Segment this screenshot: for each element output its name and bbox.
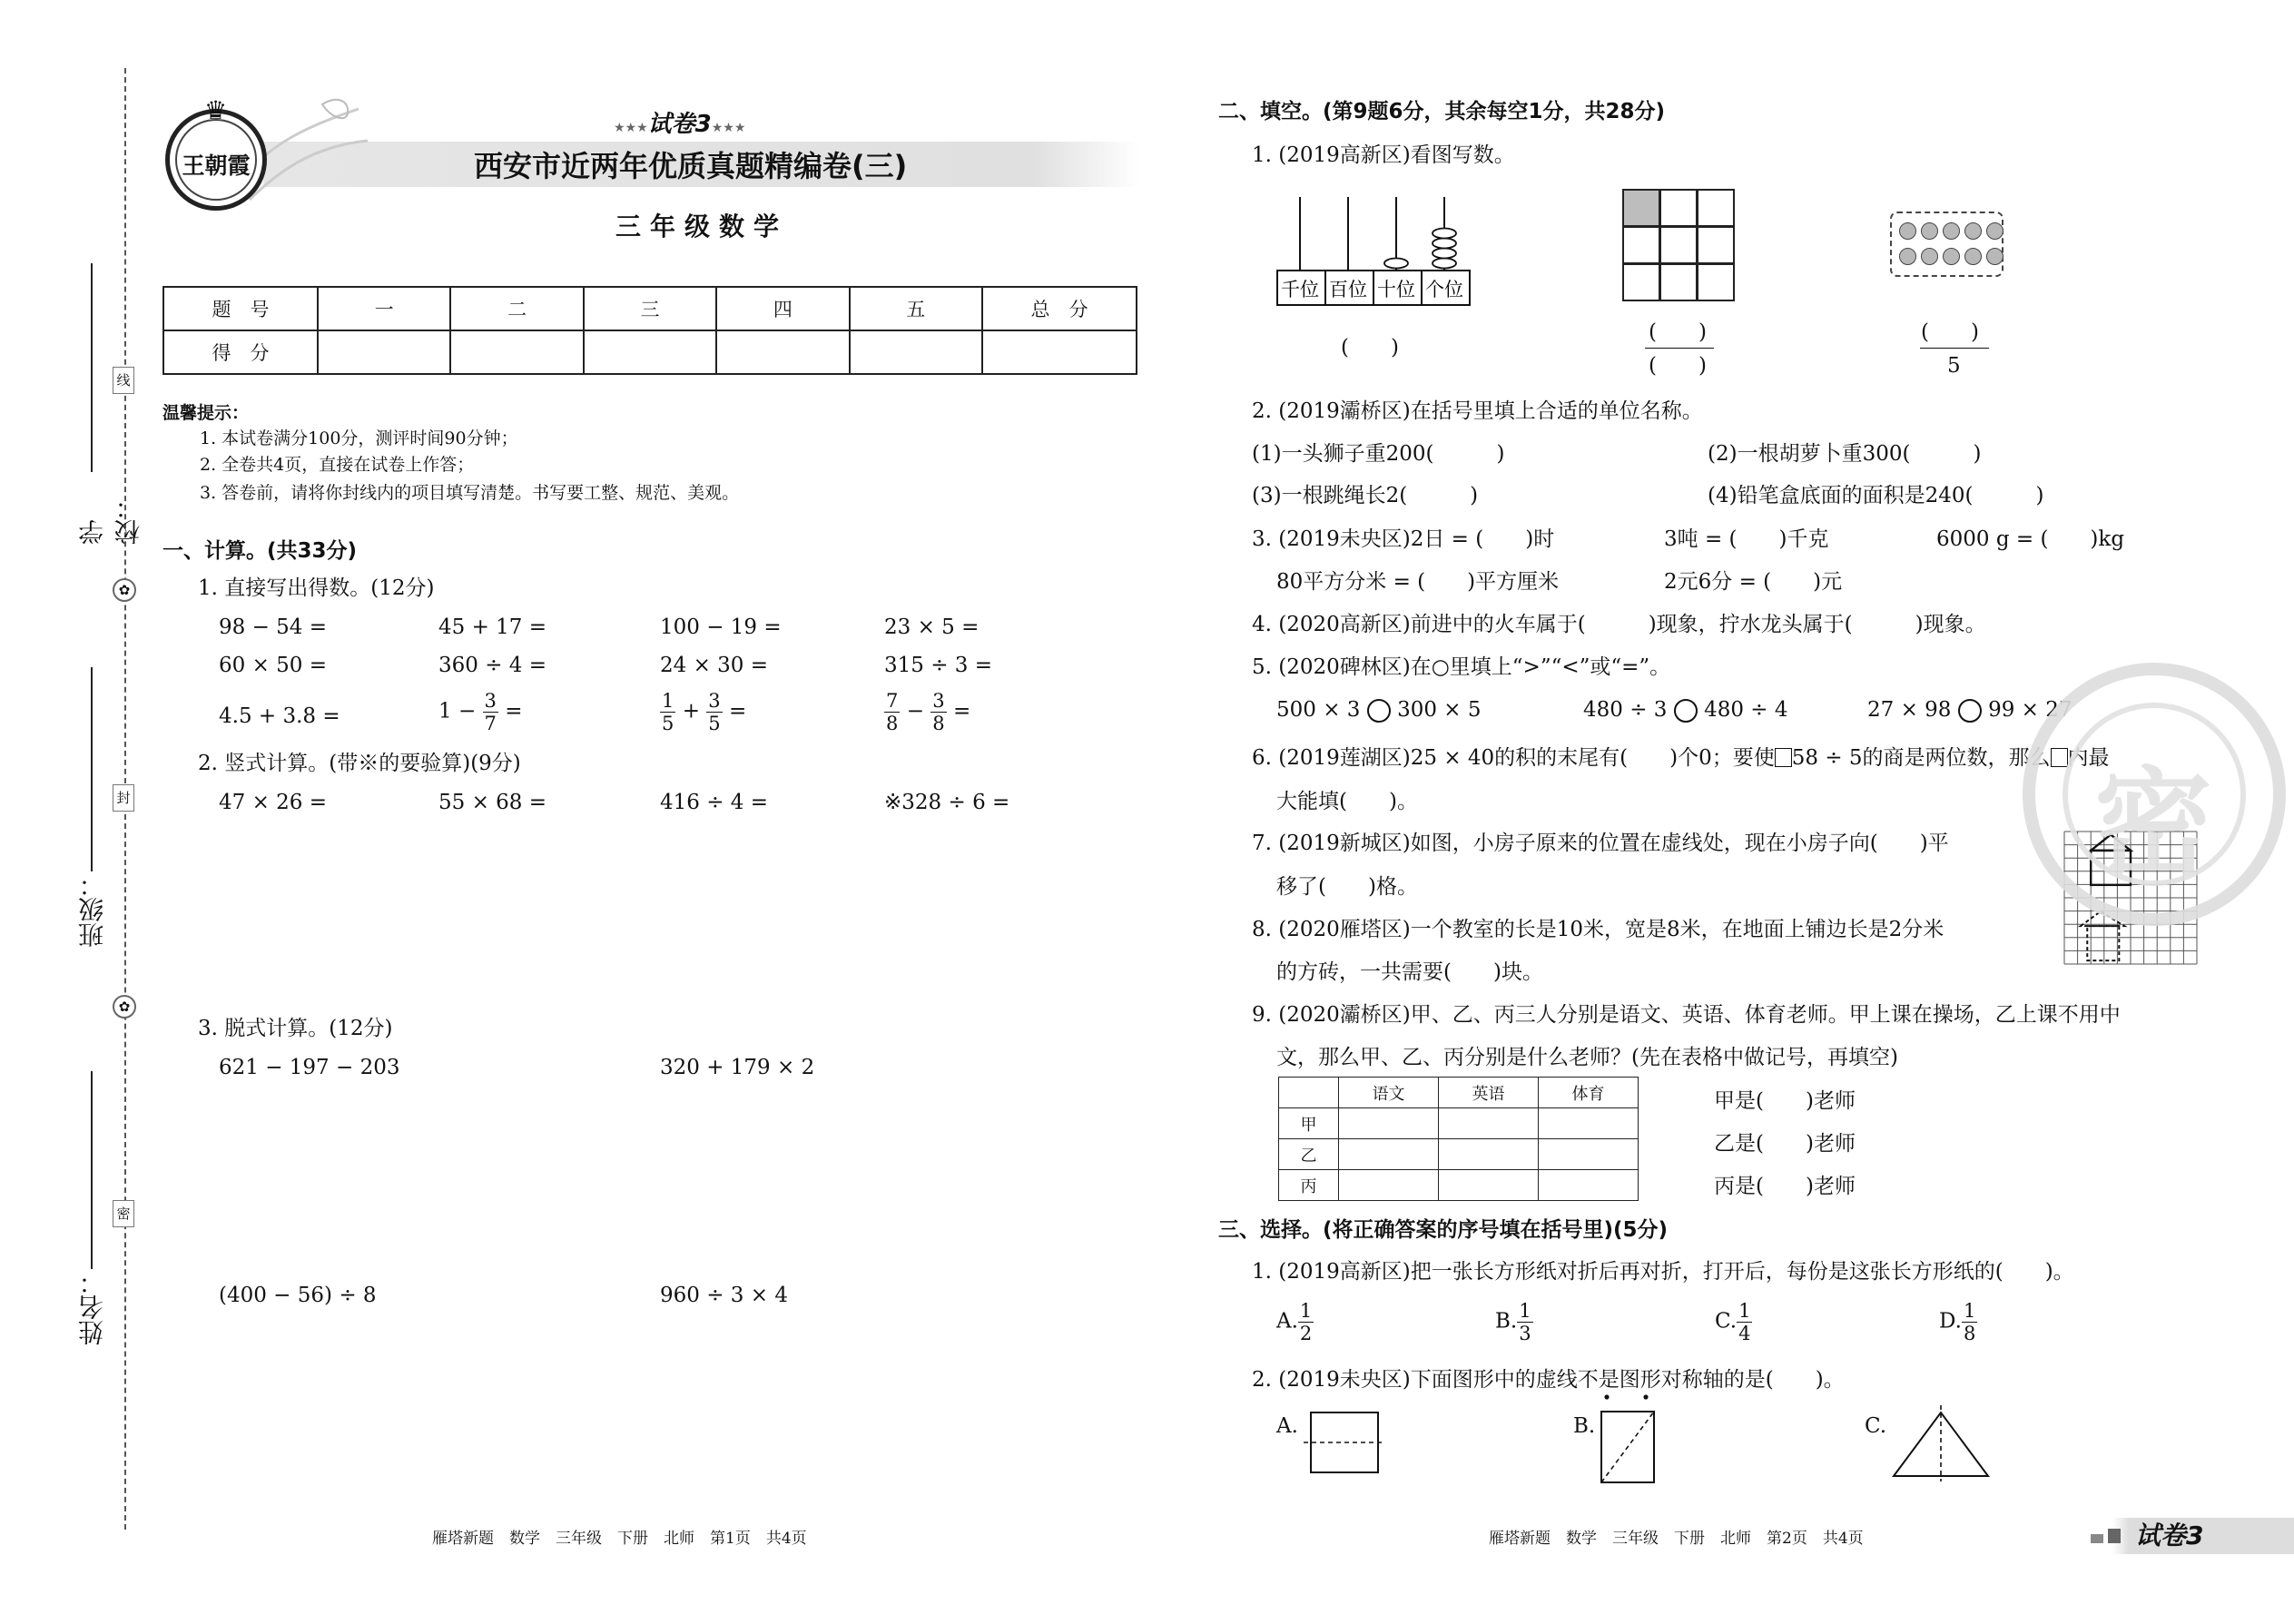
grid-cell: [1697, 189, 1735, 227]
table-cell[interactable]: [1539, 1108, 1639, 1139]
name-label: 姓名：: [77, 1269, 107, 1345]
option-c-figure: [1886, 1405, 1995, 1482]
table-cell[interactable]: [1439, 1108, 1539, 1139]
grid-cell: [1697, 263, 1735, 301]
series-tag: ★★★试卷3★★★: [614, 111, 746, 138]
question-text: 5. (2020碑林区)在○里填上“>”“<”或“=”。: [1252, 655, 1671, 679]
compare-circle[interactable]: [1674, 699, 1698, 723]
grid-cell: [1659, 189, 1698, 227]
abacus-place-label: 千位: [1281, 279, 1319, 300]
question-text: (2)一根胡萝卜重300( ): [1708, 442, 1982, 466]
question-text: 的方砖，一共需要( )块。: [1276, 960, 1543, 984]
calc-item: 98 − 54 =: [219, 615, 328, 639]
teacher-table: [1278, 1077, 1639, 1201]
question-text: 丙是( )老师: [1714, 1175, 1856, 1198]
calc-item: 416 ÷ 4 =: [660, 791, 769, 814]
question-text: 9. (2020灞桥区)甲、乙、丙三人分别是语文、英语、体育老师。甲上课在操场，乙上课不用中: [1252, 1003, 2121, 1027]
calc-item: 360 ÷ 4 =: [438, 654, 547, 677]
grid-cell: [1659, 263, 1698, 301]
table-cell[interactable]: [1339, 1108, 1439, 1139]
calc-item: 55 × 68 =: [438, 791, 547, 814]
score-table: [162, 286, 1137, 375]
table-row-label: 乙: [1279, 1139, 1339, 1170]
abacus-bead: [1433, 229, 1456, 239]
dot: [1986, 248, 2004, 265]
table-header-cell: 英语: [1439, 1078, 1539, 1108]
question-text: (3)一根跳绳长2( ): [1252, 484, 1479, 507]
score-header-cell: 四: [716, 287, 849, 330]
table-cell[interactable]: [1339, 1139, 1439, 1170]
school-label: 学校：: [77, 494, 143, 545]
score-cell[interactable]: [850, 330, 982, 374]
question-text: 大能填( )。: [1276, 790, 1418, 813]
question-text: 4. (2020高新区)前进中的火车属于( )现象，拧水龙头属于( )现象。: [1252, 613, 1986, 636]
school-field[interactable]: [44, 263, 143, 545]
score-header-cell: 二: [450, 287, 583, 330]
part3-heading: 三、选择。(将正确答案的序号填在括号里)(5分): [1218, 1218, 1669, 1242]
compare-circle[interactable]: [1958, 699, 1982, 723]
score-cell[interactable]: [584, 330, 716, 374]
score-cell[interactable]: [450, 330, 583, 374]
question-text: 6. (2019莲湖区)25 × 40的积的末尾有( )个0；要使 58 ÷ 5的商是两位数，那么 内最: [1252, 746, 2110, 770]
question-text: (4)铅笔盒底面的面积是240( ): [1708, 484, 2044, 507]
table-cell[interactable]: [1439, 1139, 1539, 1170]
logo: [165, 95, 267, 211]
score-cell[interactable]: [716, 330, 849, 374]
question-text: 乙是( )老师: [1714, 1132, 1856, 1156]
table-header-cell: 体育: [1539, 1078, 1639, 1108]
calc-item: 960 ÷ 3 × 4: [660, 1284, 788, 1307]
choice-option[interactable]: C. $\frac{1}{4}$: [1715, 1300, 1751, 1345]
calc-item: 4.5 + 3.8 =: [219, 704, 340, 728]
answer-blank[interactable]: ( ): [1921, 320, 1979, 344]
choice-option[interactable]: A. $\frac{1}{2}$: [1276, 1300, 1313, 1345]
question-text: 移了( )格。: [1276, 875, 1418, 899]
calc-item: 23 × 5 =: [884, 615, 980, 639]
calc-item: 45 + 17 =: [438, 615, 547, 639]
binding-tick: 线: [113, 367, 134, 394]
table-header-cell: 语文: [1339, 1078, 1439, 1108]
grid-cell: [1622, 263, 1660, 301]
calc-item: 621 − 197 − 203: [219, 1056, 400, 1079]
dot: [1899, 248, 1916, 265]
table-cell[interactable]: [1439, 1170, 1539, 1201]
calc-item-fraction: $\frac{1}{5}$ + $\frac{3}{5}$ =: [662, 690, 747, 735]
question-text: 7. (2019新城区)如图，小房子原来的位置在虚线处，现在小房子向( )平: [1252, 832, 1949, 855]
compare-item: 27 × 98 99 × 27: [1867, 698, 2072, 722]
exam-subtitle: 三年级数学: [615, 212, 789, 241]
table-cell[interactable]: [1339, 1170, 1439, 1201]
question-text: 2. (2019灞桥区)在括号里填上合适的单位名称。: [1252, 399, 1703, 423]
class-label: 班级：: [77, 871, 107, 948]
table-row-label: 丙: [1279, 1170, 1339, 1201]
dot: [1964, 222, 1982, 240]
question-text: 6000 g = ( )kg: [1936, 527, 2125, 551]
abacus-bead: [1384, 259, 1408, 269]
question-title: 3. 脱式计算。(12分): [198, 1017, 393, 1040]
part2-heading: 二、填空。(第9题6分，其余每空1分，共28分): [1218, 100, 1666, 123]
score-cell[interactable]: [982, 330, 1137, 374]
calc-item: 100 − 19 =: [660, 615, 782, 639]
calc-item: (400 − 56) ÷ 8: [219, 1284, 377, 1307]
question-title: 1. 直接写出得数。(12分): [198, 576, 435, 600]
compare-item: 480 ÷ 3 480 ÷ 4: [1583, 698, 1788, 722]
question-text: 80平方分米 = ( )平方厘米: [1276, 570, 1560, 594]
question-text: 8. (2020雁塔区)一个教室的长是10米，宽是8米，在地面上铺边长是2分米: [1252, 918, 1944, 941]
box-blank[interactable]: [1775, 748, 1792, 767]
option-a-figure: [1304, 1407, 1385, 1480]
tips-title: 温馨提示：: [162, 403, 250, 423]
choice-option[interactable]: D. $\frac{1}{8}$: [1939, 1300, 1976, 1345]
choice-option-label[interactable]: B.: [1573, 1414, 1596, 1438]
name-field[interactable]: [44, 1071, 125, 1353]
calc-item: 315 ÷ 3 =: [884, 654, 993, 677]
abacus-bead: [1433, 239, 1456, 249]
question-text: 2元6分 = ( )元: [1664, 570, 1843, 594]
abacus-place-label: 百位: [1329, 279, 1367, 300]
fraction-denominator: 5: [1947, 354, 1961, 378]
choice-option[interactable]: B. $\frac{1}{3}$: [1495, 1300, 1531, 1345]
table-header-cell: [1279, 1078, 1339, 1108]
footer-squares: [2091, 1534, 2103, 1543]
dot-frame: [1890, 212, 2004, 277]
calc-item: 47 × 26 =: [219, 791, 328, 814]
dot-figure: [1890, 212, 2022, 277]
calc-item: 24 × 30 =: [660, 654, 769, 677]
calc-item: ※328 ÷ 6 =: [884, 791, 1010, 814]
grid-cell: [1622, 226, 1660, 264]
question-text: (1)一头狮子重200( ): [1252, 442, 1505, 466]
footer-squares: [2108, 1529, 2121, 1543]
score-header-cell: 三: [584, 287, 716, 330]
question-text: 文，那么甲、乙、丙分别是什么老师？(先在表格中做记号，再填空): [1276, 1046, 1898, 1069]
tips-item: 1. 本试卷满分100分，测评时间90分钟；: [200, 428, 518, 448]
answer-blank[interactable]: ( ): [1649, 320, 1707, 344]
table-row-label: 甲: [1279, 1108, 1339, 1139]
table-cell[interactable]: [1539, 1170, 1639, 1201]
answer-blank[interactable]: ( ): [1649, 354, 1707, 378]
flower-icon: ✿: [113, 995, 136, 1019]
grid-cell: [1659, 226, 1698, 264]
question-text: 1. (2019高新区)看图写数。: [1252, 143, 1515, 167]
abacus-place-label: 个位: [1425, 279, 1463, 300]
dot: [1943, 222, 1960, 240]
fraction-grid: [1622, 189, 1735, 301]
score-header-cell: 一: [318, 287, 450, 330]
logo-text: 王朝霞: [182, 153, 251, 179]
dot: [1921, 248, 1938, 265]
dot: [1899, 222, 1916, 240]
calc-item-fraction: $\frac{7}{8}$ − $\frac{3}{8}$ =: [886, 690, 971, 735]
abacus-bead: [1433, 259, 1456, 269]
class-field[interactable]: [44, 667, 125, 949]
tips-item: 2. 全卷共4页，直接在试卷上作答；: [200, 455, 475, 475]
dot: [1964, 248, 1982, 265]
calc-item: 60 × 50 =: [219, 654, 328, 677]
compare-circle[interactable]: [1367, 699, 1391, 723]
score-header-cell: 总 分: [982, 287, 1137, 330]
question-text: 3吨 = ( )千克: [1664, 527, 1829, 551]
choice-option-label[interactable]: C.: [1865, 1414, 1887, 1438]
score-header-cell: 五: [850, 287, 982, 330]
binding-tick: 密: [113, 1200, 134, 1227]
abacus-figure: [1275, 186, 1475, 309]
logo-crown-icon: ♛: [204, 95, 228, 125]
option-b-figure: [1595, 1392, 1668, 1487]
grid-cell: [1622, 189, 1660, 227]
flower-icon: ✿: [113, 578, 136, 602]
question-text: 2. (2019未央区)下面图形中的虚线不是图形对称轴的是( )。: [1252, 1368, 1845, 1392]
grid-cell: [1697, 226, 1735, 264]
question-text: 1. (2019高新区)把一张长方形纸对折后再对折，打开后，每份是这张长方形纸的( )。: [1252, 1260, 2074, 1284]
dot: [1986, 222, 2004, 240]
choice-option-label[interactable]: A.: [1276, 1414, 1298, 1438]
page-footer: 雁塔新题 数学 三年级 下册 北师 第2页 共4页: [1489, 1530, 1864, 1548]
dot: [1943, 248, 1960, 265]
calc-item: 320 + 179 × 2: [660, 1056, 815, 1079]
dot: [1921, 222, 1938, 240]
footer-tag: 试卷3: [2135, 1521, 2204, 1550]
abacus-place-label: 十位: [1377, 279, 1415, 300]
exam-title: 西安市近两年优质真题精编卷(三): [474, 149, 908, 183]
question-title: 2. 竖式计算。(带※的要验算)(9分): [198, 752, 521, 775]
question-text: 甲是( )老师: [1714, 1089, 1856, 1113]
score-cell[interactable]: [318, 330, 450, 374]
fraction-line: [1645, 348, 1714, 349]
calc-item-fraction: 1 − $\frac{3}{7}$ =: [438, 690, 523, 735]
abacus-bead: [1433, 249, 1456, 259]
score-header-cell: 题 号: [163, 287, 318, 330]
score-label-cell: 得 分: [163, 330, 318, 374]
page-footer: 雁塔新题 数学 三年级 下册 北师 第1页 共4页: [432, 1530, 807, 1548]
fraction-line: [1920, 348, 1989, 349]
question-text: 3. (2019未央区)2日 = ( )时: [1252, 527, 1555, 551]
watermark-seal: 密: [2023, 663, 2286, 926]
binding-tick: 封: [113, 784, 134, 812]
table-cell[interactable]: [1539, 1139, 1639, 1170]
answer-blank[interactable]: ( ): [1341, 336, 1399, 359]
part1-heading: 一、计算。(共33分): [162, 539, 358, 563]
compare-item: 500 × 3 300 × 5: [1276, 698, 1482, 722]
tips-item: 3. 答卷前，请将你封线内的项目填写清楚。书写要工整、规范、美观。: [200, 483, 740, 503]
